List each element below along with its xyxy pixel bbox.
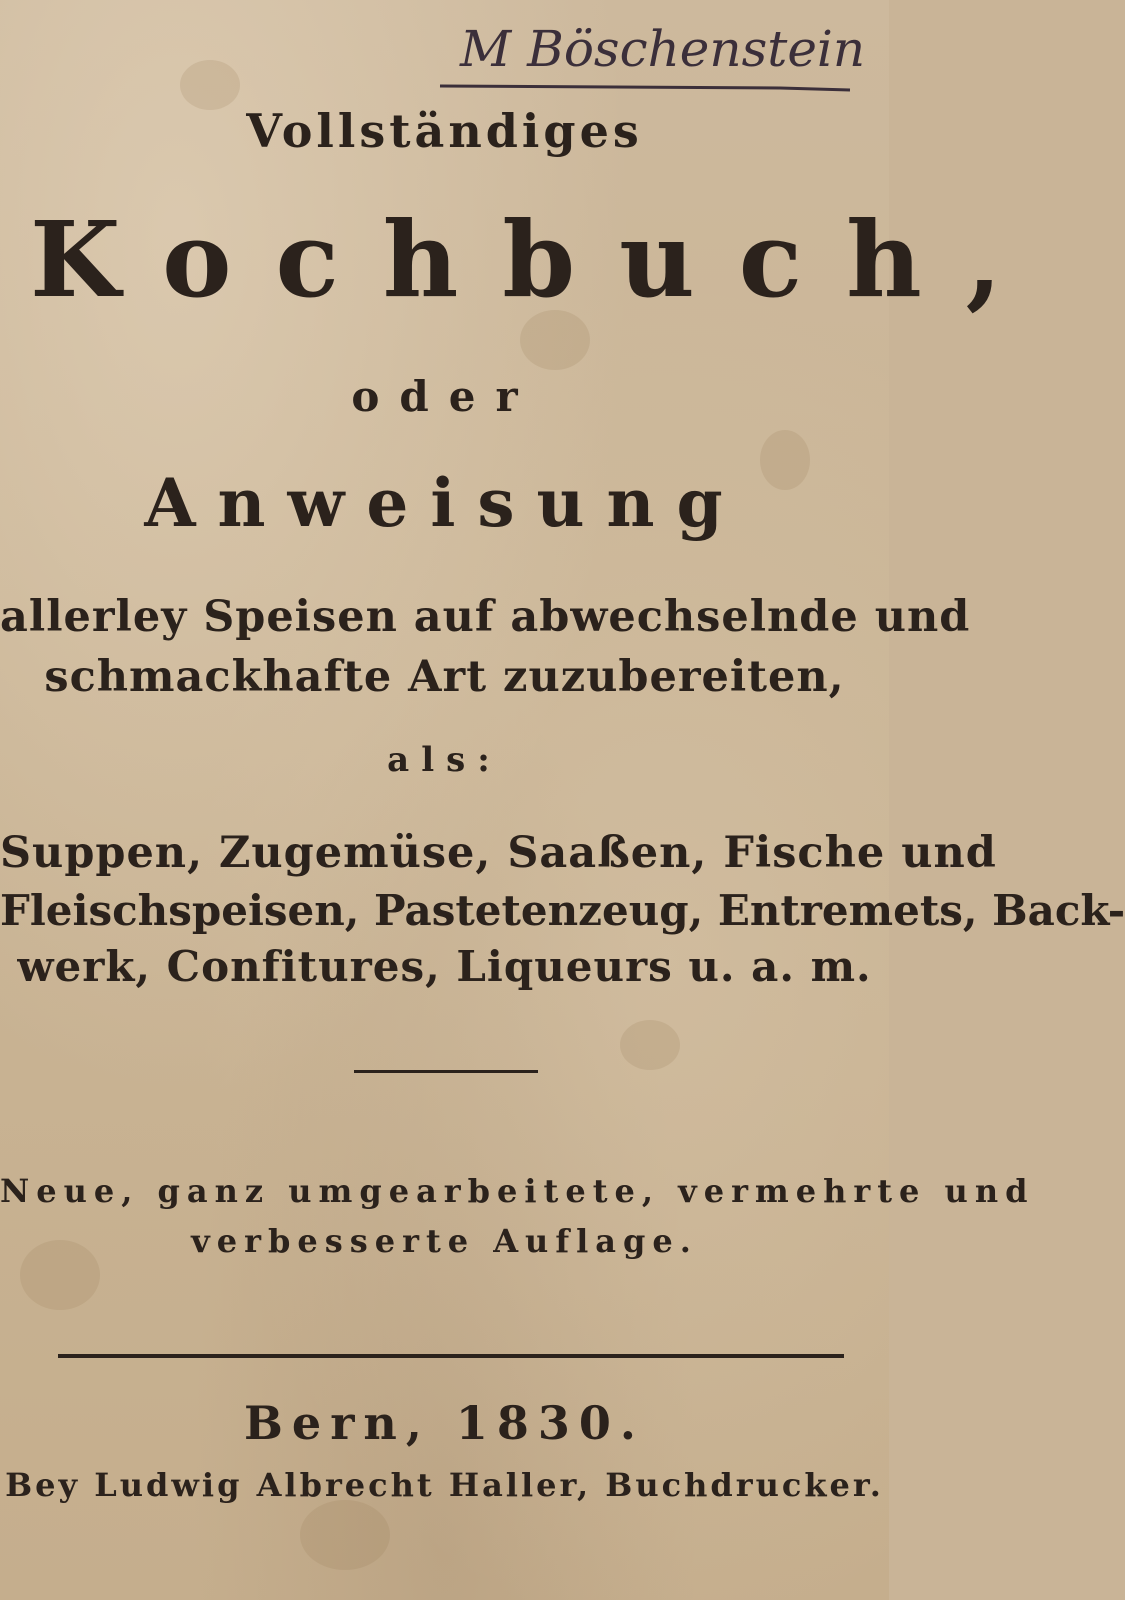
description-line-2: schmackhafte Art zuzubereiten, <box>44 652 845 702</box>
paper-stain <box>300 1500 390 1570</box>
short-divider <box>354 1070 538 1073</box>
long-divider <box>58 1354 844 1358</box>
edition-line-1: Neue, ganz umgearbeitete, vermehrte und <box>0 1172 1035 1210</box>
handwritten-signature <box>440 8 866 98</box>
title-small: Vollständiges <box>246 104 643 158</box>
paper-stain <box>620 1020 680 1070</box>
als-word: als: <box>387 740 502 780</box>
paper-stain <box>180 60 240 110</box>
connector-word: oder <box>351 372 538 421</box>
contents-line-3: werk, Confitures, Liqueurs u. a. m. <box>17 942 872 991</box>
description-line-1: allerley Speisen auf abwechselnde und <box>0 592 971 642</box>
signature-text: M Böschenstein <box>460 20 866 78</box>
imprint-place-year: Bern, 1830. <box>244 1396 645 1450</box>
contents-line-2: Fleischspeisen, Pastetenzeug, Entremets, Back- <box>0 886 1125 935</box>
contents-line-1: Suppen, Zugemüse, Saaßen, Fische und <box>0 828 997 878</box>
subtitle: Anweisung <box>144 464 745 542</box>
edition-line-2: verbesserte Auflage. <box>191 1222 698 1260</box>
title-large: Kochbuch, <box>30 198 1046 321</box>
signature-underline <box>440 86 850 90</box>
imprint-printer: Bey Ludwig Albrecht Haller, Buchdrucker. <box>5 1466 884 1504</box>
